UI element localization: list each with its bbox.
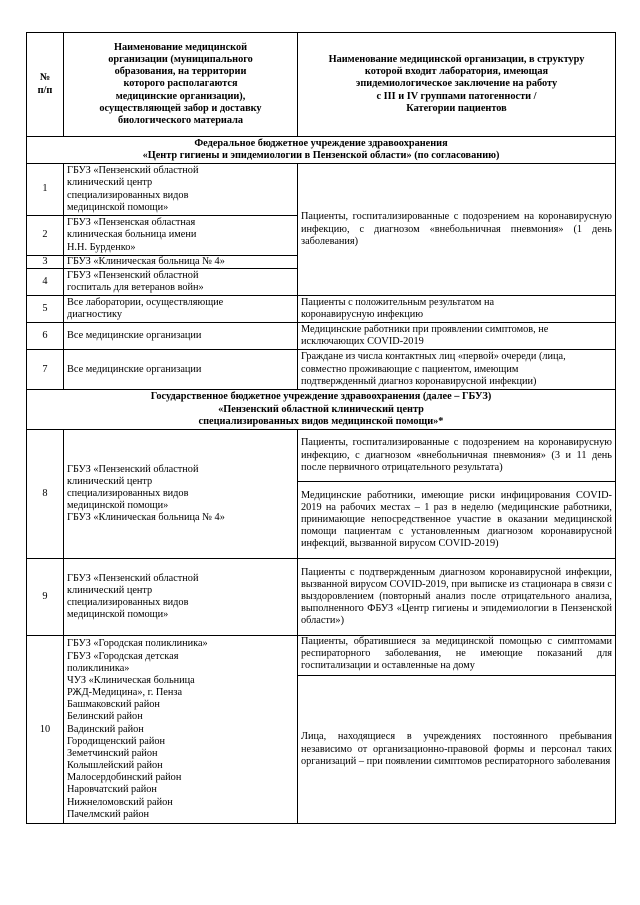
row-number: 10 [27,636,64,824]
row-org: ГБУЗ «Пензенский областной клинический центр специализированных видов медицинской помощи» [64,164,298,216]
table-row-8a [27,430,616,482]
table-row-9 [27,559,616,636]
section-title-fbuz: Федеральное бюджетное учреждение здравоохранения «Центр гигиены и эпидемиологии в Пензенской области» (по согласованию) [27,137,616,164]
row-org: ГБУЗ «Городская поликлиника» ГБУЗ «Городская детская поликлиника» ЧУЗ «Клиническая больница РЖД-Медицина», г. Пенза Башмаковский район Белинский район Вадинский район Городищенский район Земетчинский район Колышлейский район Малосердобинский район Наровчатский район Нижнеломовский район Пачелмский район [64,636,298,824]
row-org: Все лаборатории, осуществляющие диагностику [64,296,298,323]
row-number: 3 [27,256,64,269]
row-number: 8 [27,430,64,559]
row-category: Пациенты, госпитализированные с подозрением на коронавирусную инфекцию, с диагнозом «внебольничная пневмония» (3 и 11 день после первичного отрицательного результата) [298,430,616,482]
row-org: ГБУЗ «Клиническая больница № 4» [64,256,298,269]
row-number: 2 [27,216,64,256]
row-number: 4 [27,269,64,296]
row-number: 7 [27,350,64,390]
row-org: ГБУЗ «Пензенский областной клинический центр специализированных видов медицинской помощи» [64,559,298,636]
section-row-2 [27,390,616,430]
row-category: Пациенты, обратившиеся за медицинской помощью с симптомами респираторного заболевания, не имеющие показаний для госпитализации и оставленные на дому [298,636,616,676]
header-org: Наименование медицинской организации (муниципального образования, на территории которого располагаются медицинские организации), осуществляющей забор и доставку биологического материала [64,33,298,137]
row-category: Лица, находящиеся в учреждениях постоянного пребывания независимо от организационно-правовой формы и персонал таких организаций – при появлении симптомов респираторного заболевания [298,676,616,824]
table-row-1 [27,164,616,216]
row-org: ГБУЗ «Пензенская областная клиническая больница имени Н.Н. Бурденко» [64,216,298,256]
row-category: Пациенты с положительным результатом на коронавирусную инфекцию [298,296,616,323]
table-row-5 [27,296,616,323]
section-row-1 [27,137,616,164]
section-title-gbuz: Государственное бюджетное учреждение здравоохранения (далее – ГБУЗ) «Пензенский областной клинический центр специализированных видов медицинской помощи»* [27,390,616,430]
row-category: Медицинские работники, имеющие риски инфицирования COVID-2019 на рабочих местах – 1 раз в неделю (медицинские работники, принимающие непосредственное участие в оказании медицинской помощи пациентам с установленным диагнозом коронавирусной инфекций, вызванной вирусом COVID-2019) [298,482,616,559]
row-org: ГБУЗ «Пензенский областной госпиталь для ветеранов войн» [64,269,298,296]
document-table [26,32,616,824]
table-row-10a [27,636,616,676]
header-lab: Наименование медицинской организации, в структуру которой входит лаборатория, имеющая эпидемиологическое заключение на работу с III и IV группами патогенности / Категории пациентов [298,33,616,137]
row-category: Граждане из числа контактных лиц «первой» очереди (лица, совместно проживающие с пациентом, имеющим подтвержденный диагноз коронавирусной инфекции) [298,350,616,390]
header-num: № п/п [27,33,64,137]
row-number: 9 [27,559,64,636]
row-number: 1 [27,164,64,216]
row-org: Все медицинские организации [64,350,298,390]
row-category: Пациенты, госпитализированные с подозрением на коронавирусную инфекцию, с диагнозом «внебольничная пневмония» (1 день заболевания) [298,164,616,296]
row-number: 5 [27,296,64,323]
header-row [27,33,616,137]
row-category: Пациенты с подтвержденным диагнозом коронавирусной инфекции, вызванной вирусом COVID-2019, при выписке из стационара в связи с выздоровлением (повторный анализ после отрицательного анализа, выполненного ФБУЗ «Центр гигиены и эпидемиологии в Пензенской области») [298,559,616,636]
table-row-7 [27,350,616,390]
row-number: 6 [27,323,64,350]
row-org: ГБУЗ «Пензенский областной клинический центр специализированных видов медицинской помощи» ГБУЗ «Клиническая больница № 4» [64,430,298,559]
row-category: Медицинские работники при проявлении симптомов, не исключающих COVID-2019 [298,323,616,350]
row-org: Все медицинские организации [64,323,298,350]
table-row-6 [27,323,616,350]
